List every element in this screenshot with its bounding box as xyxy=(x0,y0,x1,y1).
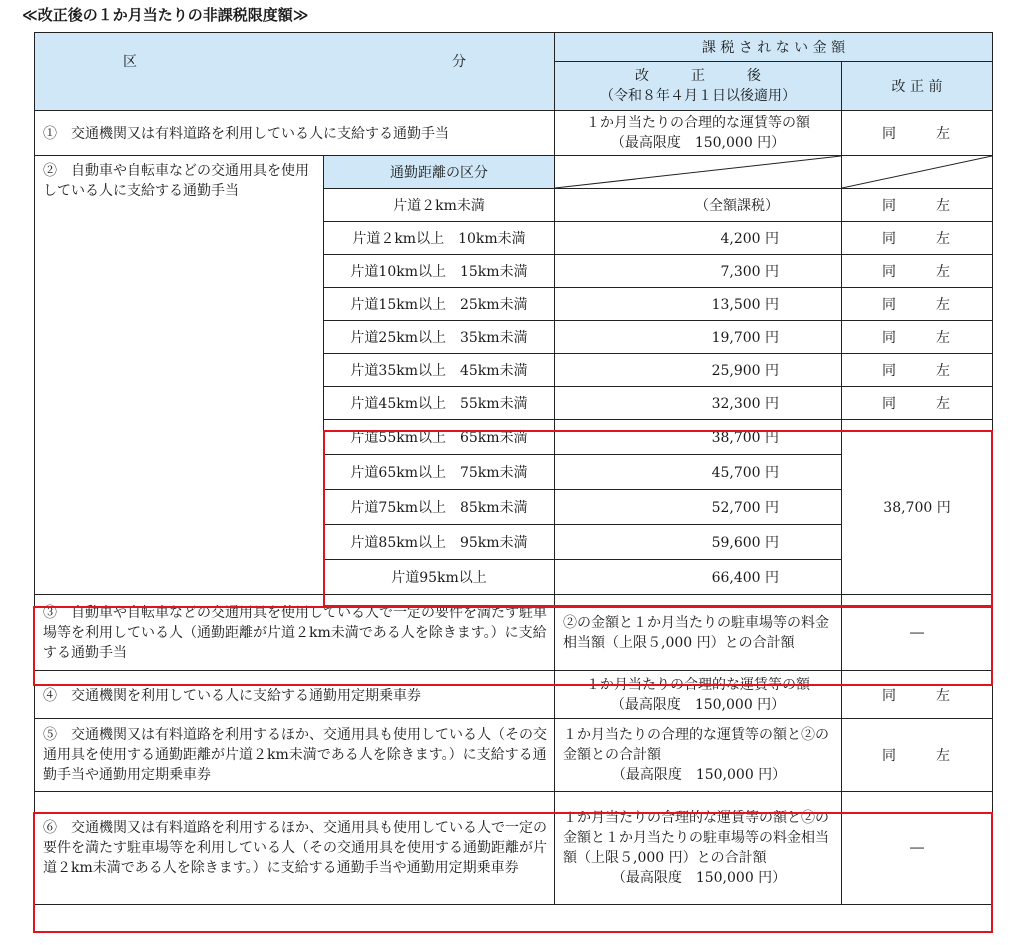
band-amount: 13,500 円 xyxy=(555,288,842,321)
distance-band: 片道55km以上 65km未満 xyxy=(324,420,555,455)
header-category xyxy=(35,33,555,111)
row4-description: ④ 交通機関を利用している人に支給する通勤用定期乗車券 xyxy=(35,671,555,719)
band-before: 同 左 xyxy=(842,255,993,288)
merged-before-amount: 38,700 円 xyxy=(842,420,993,595)
band-amount: 25,900 円 xyxy=(555,354,842,387)
nontax-limit-table xyxy=(34,32,993,905)
row1-before: 同 左 xyxy=(842,111,993,156)
distance-band: 片道２km未満 xyxy=(324,189,555,222)
row3-before: ― xyxy=(842,595,993,671)
header-after-revision: 改 正 後 （令和８年４月１日以後適用） xyxy=(555,62,842,111)
band-before: 同 左 xyxy=(842,222,993,255)
distance-band: 片道35km以上 45km未満 xyxy=(324,354,555,387)
band-before: 同 左 xyxy=(842,321,993,354)
row2-description: ② 自動車や自転車などの交通用具を使用している人に支給する通勤手当 xyxy=(35,156,324,595)
distance-band: 片道10km以上 15km未満 xyxy=(324,255,555,288)
distance-header: 通勤距離の区分 xyxy=(324,156,555,189)
row2-before-blank xyxy=(842,156,993,189)
band-amount: 45,700 円 xyxy=(555,455,842,490)
header-ku: 区 xyxy=(123,53,137,70)
band-amount: （全額課税） xyxy=(555,189,842,222)
distance-band: 片道２km以上 10km未満 xyxy=(324,222,555,255)
band-amount: 7,300 円 xyxy=(555,255,842,288)
band-amount: 52,700 円 xyxy=(555,490,842,525)
distance-band: 片道65km以上 75km未満 xyxy=(324,455,555,490)
band-before: 同 左 xyxy=(842,354,993,387)
row6-before: ― xyxy=(842,792,993,905)
distance-band: 片道45km以上 55km未満 xyxy=(324,387,555,420)
row5-amount: １か月当たりの合理的な運賃等の額と②の金額との合計額 （最高限度 150,000 円） xyxy=(555,719,842,792)
band-amount: 19,700 円 xyxy=(555,321,842,354)
distance-band: 片道15km以上 25km未満 xyxy=(324,288,555,321)
distance-band: 片道95km以上 xyxy=(324,560,555,595)
band-amount: 38,700 円 xyxy=(555,420,842,455)
header-bun: 分 xyxy=(452,53,466,70)
row5-before: 同 左 xyxy=(842,719,993,792)
row5-description: ⑤ 交通機関又は有料道路を利用するほか、交通用具も使用している人（その交通用具を使用する通勤距離が片道２km未満である人を除きます。）に支給する通勤手当や通勤用定期乗車券 xyxy=(35,719,555,792)
row3-description: ③ 自動車や自転車などの交通用具を使用している人で一定の要件を満たす駐車場等を利用している人（通勤距離が片道２km未満である人を除きます。）に支給する通勤手当 xyxy=(35,595,555,671)
row2-amount-blank xyxy=(555,156,842,189)
distance-band: 片道85km以上 95km未満 xyxy=(324,525,555,560)
band-amount: 59,600 円 xyxy=(555,525,842,560)
row6-amount: １か月当たりの合理的な運賃等の額と②の金額と１か月当たりの駐車場等の料金相当額（上限５,000 円）との合計額 （最高限度 150,000 円） xyxy=(555,792,842,905)
band-amount: 4,200 円 xyxy=(555,222,842,255)
band-before: 同 左 xyxy=(842,387,993,420)
header-nontax-amount: 課 税 さ れ な い 金 額 xyxy=(555,33,993,62)
page-title: ≪改正後の１か月当たりの非課税限度額≫ xyxy=(22,6,309,24)
band-before: 同 左 xyxy=(842,288,993,321)
row1-description: ① 交通機関又は有料道路を利用している人に支給する通勤手当 xyxy=(35,111,555,156)
header-before-revision: 改 正 前 xyxy=(842,62,993,111)
band-amount: 32,300 円 xyxy=(555,387,842,420)
row4-before: 同 左 xyxy=(842,671,993,719)
distance-band: 片道75km以上 85km未満 xyxy=(324,490,555,525)
row4-amount: １か月当たりの合理的な運賃等の額 （最高限度 150,000 円） xyxy=(555,671,842,719)
row1-amount: １か月当たりの合理的な運賃等の額 （最高限度 150,000 円） xyxy=(555,111,842,156)
distance-band: 片道25km以上 35km未満 xyxy=(324,321,555,354)
band-before: 同 左 xyxy=(842,189,993,222)
band-amount: 66,400 円 xyxy=(555,560,842,595)
row6-description: ⑥ 交通機関又は有料道路を利用するほか、交通用具も使用している人で一定の要件を満たす駐車場等を利用している人（その交通用具を使用する通勤距離が片道２km未満である人を除きます。）に支給する通勤手当や通勤用定期乗車券 xyxy=(35,792,555,905)
row3-amount: ②の金額と１か月当たりの駐車場等の料金相当額（上限５,000 円）との合計額 xyxy=(555,595,842,671)
